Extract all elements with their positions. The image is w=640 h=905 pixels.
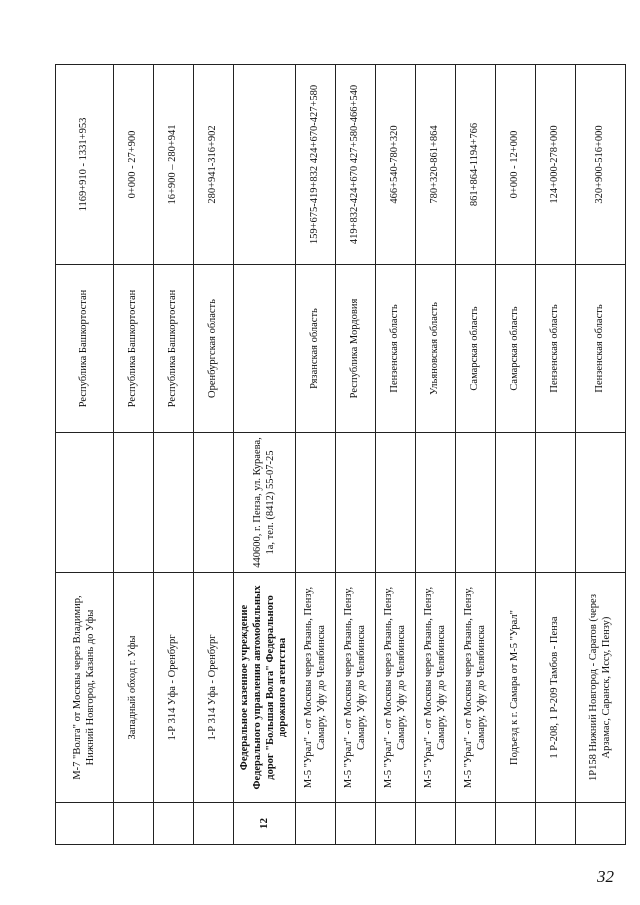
page-number: 32 [597, 867, 614, 886]
organization-address-cell [456, 433, 496, 573]
table-row [416, 65, 456, 845]
row-number-cell [154, 803, 194, 845]
km-range-cell: 0+000 - 27+900 [114, 65, 154, 265]
organization-address-cell: 440600, г. Пенза, ул. Кураева, 1а, тел. (8412) 55-07-25 [234, 433, 296, 573]
region-cell: Ульяновская область [416, 265, 456, 433]
roads-table [55, 64, 626, 845]
organization-address-cell [536, 433, 576, 573]
organization-address-cell [296, 433, 336, 573]
row-number-cell: 12 [234, 803, 296, 845]
road-name-cell: М-5 "Урал" - от Москвы через Рязань, Пензу, Самару, Уфу до Челябинска [296, 573, 336, 803]
table-row [336, 65, 376, 845]
road-name-cell: М-5 "Урал" - от Москвы через Рязань, Пензу, Самару, Уфу до Челябинска [336, 573, 376, 803]
row-number-cell [536, 803, 576, 845]
organization-address-cell [496, 433, 536, 573]
road-name-cell: 1 Р-208, 1 Р-209 Тамбов - Пенза [536, 573, 576, 803]
row-number-cell [456, 803, 496, 845]
table-row [56, 65, 114, 845]
row-number-cell [296, 803, 336, 845]
road-name-cell: М-5 "Урал" - от Москвы через Рязань, Пензу, Самару, Уфу до Челябинска [456, 573, 496, 803]
region-cell: Республика Башкортостан [56, 265, 114, 433]
table-row [194, 65, 234, 845]
km-range-cell: 124+000-278+000 [536, 65, 576, 265]
row-number-cell [416, 803, 456, 845]
table-row [234, 65, 296, 845]
km-range-cell: 320+900-516+000 [576, 65, 626, 265]
km-range-cell: 466+540-780+320 [376, 65, 416, 265]
row-number-cell [56, 803, 114, 845]
row-number-cell [496, 803, 536, 845]
table-row [576, 65, 626, 845]
region-cell: Республика Мордовия [336, 265, 376, 433]
row-number-cell [194, 803, 234, 845]
road-name-cell: Подъезд к г. Самара от М-5 "Урал" [496, 573, 536, 803]
road-name-cell: Федеральное казенное учреждение Федерального управления автомобильных дорог "Большая Волга" Федерального дорожного агентства [234, 573, 296, 803]
row-number-cell [114, 803, 154, 845]
row-number-cell [376, 803, 416, 845]
row-number-cell [576, 803, 626, 845]
region-cell: Самарская область [456, 265, 496, 433]
organization-address-cell [194, 433, 234, 573]
km-range-cell: 419+832-424+670 427+580-466+540 [336, 65, 376, 265]
organization-address-cell [336, 433, 376, 573]
organization-address-cell [576, 433, 626, 573]
km-range-cell: 861+864-1194+766 [456, 65, 496, 265]
region-cell: Пензенская область [536, 265, 576, 433]
road-name-cell: Западный обход г. Уфы [114, 573, 154, 803]
region-cell: Республика Башкортостан [154, 265, 194, 433]
table-row [154, 65, 194, 845]
km-range-cell: 780+320-861+864 [416, 65, 456, 265]
km-range-cell [234, 65, 296, 265]
km-range-cell: 16+900 – 280+941 [154, 65, 194, 265]
region-cell: Республика Башкортостан [114, 265, 154, 433]
km-range-cell: 1169+910 - 1331+953 [56, 65, 114, 265]
km-range-cell: 280+941-316+902 [194, 65, 234, 265]
region-cell: Оренбургская область [194, 265, 234, 433]
rotated-table-container [55, 65, 612, 845]
table-row [376, 65, 416, 845]
table-row [496, 65, 536, 845]
row-number-cell [336, 803, 376, 845]
region-cell [234, 265, 296, 433]
road-name-cell: 1-Р 314 Уфа - Оренбург [194, 573, 234, 803]
road-name-cell: М-5 "Урал" - от Москвы через Рязань, Пензу, Самару, Уфу до Челябинска [376, 573, 416, 803]
km-range-cell: 0+000 - 12+000 [496, 65, 536, 265]
km-range-cell: 159+675-419+832 424+670-427+580 [296, 65, 336, 265]
region-cell: Пензенская область [576, 265, 626, 433]
road-name-cell: 1-Р 314 Уфа - Оренбург [154, 573, 194, 803]
organization-address-cell [154, 433, 194, 573]
road-name-cell: М-5 "Урал" - от Москвы через Рязань, Пензу, Самару, Уфу до Челябинска [416, 573, 456, 803]
table-row [296, 65, 336, 845]
organization-address-cell [56, 433, 114, 573]
region-cell: Рязанская область [296, 265, 336, 433]
table-row [456, 65, 496, 845]
organization-address-cell [416, 433, 456, 573]
region-cell: Пензенская область [376, 265, 416, 433]
organization-address-cell [114, 433, 154, 573]
roads-table-body [56, 65, 626, 845]
table-row [114, 65, 154, 845]
organization-address-cell [376, 433, 416, 573]
road-name-cell: М-7 "Волга" от Москвы через Владимир, Нижний Новгород, Казань до Уфы [56, 573, 114, 803]
table-row [536, 65, 576, 845]
region-cell: Самарская область [496, 265, 536, 433]
road-name-cell: 1Р158 Нижний Новгород - Саратов (через Арзамас, Саранск, Иссу, Пензу) [576, 573, 626, 803]
